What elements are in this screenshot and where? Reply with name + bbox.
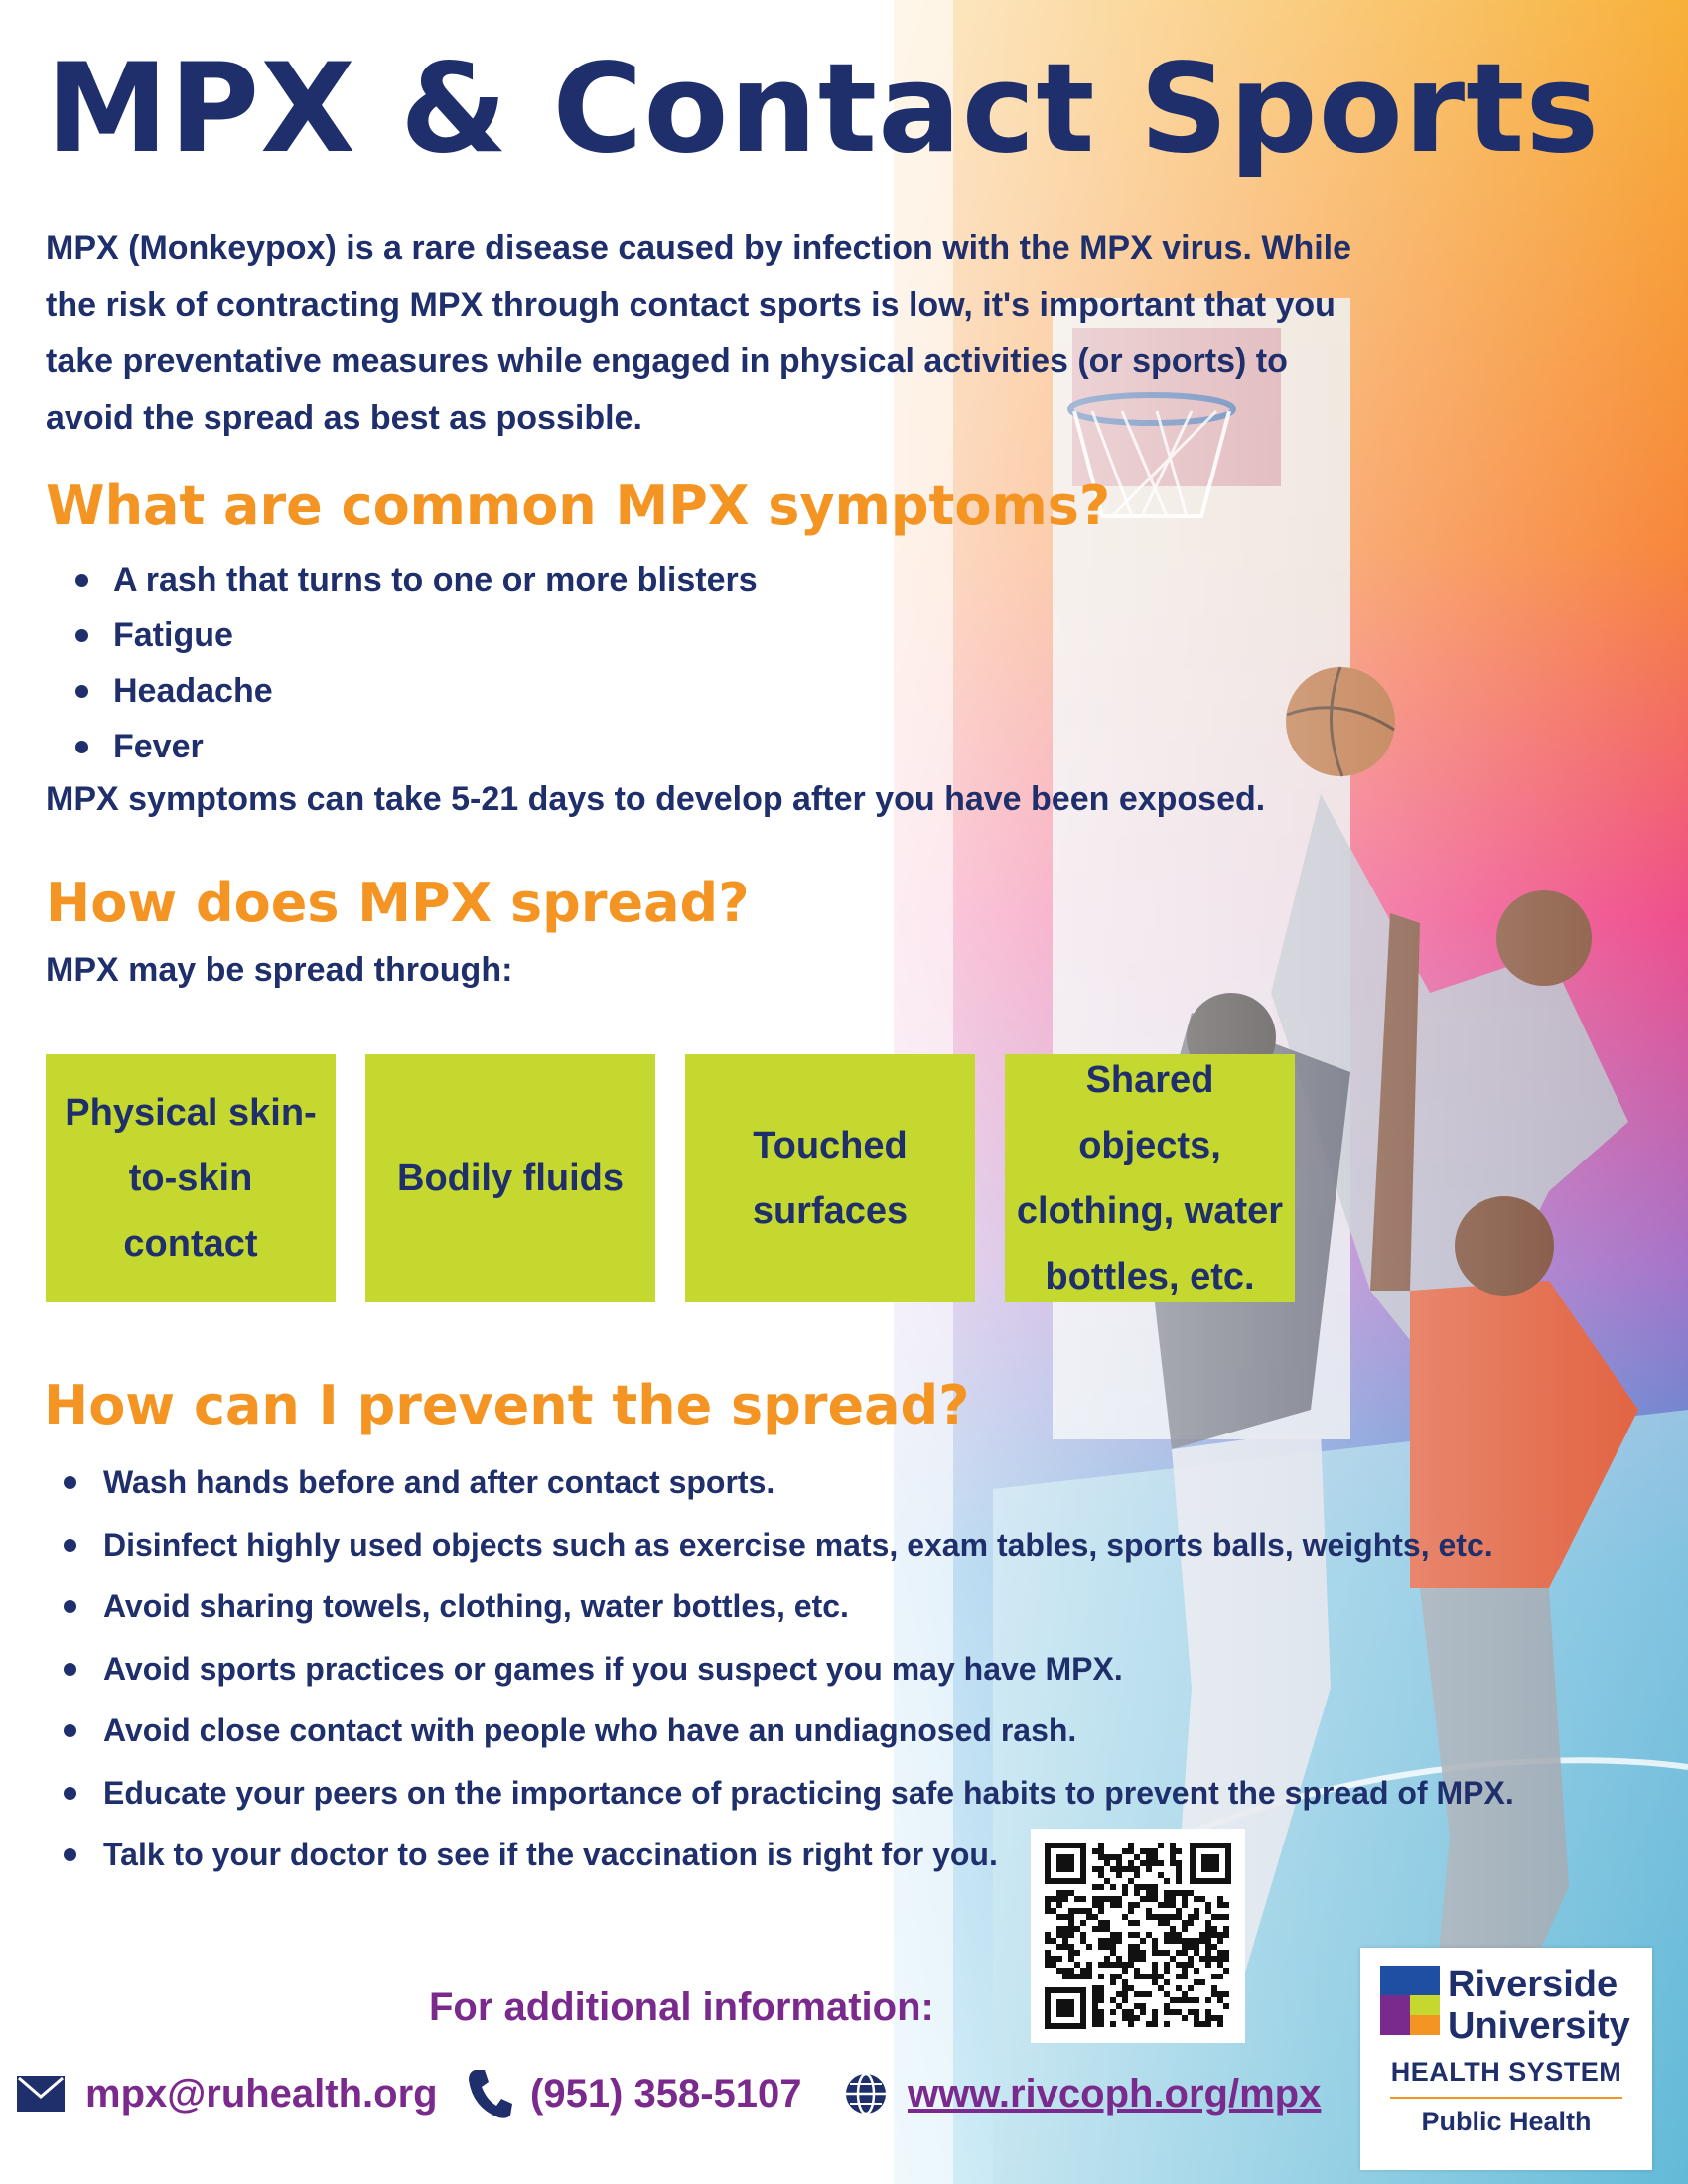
spread-intro: MPX may be spread through: [46,951,513,989]
spread-box-skin-contact [46,1054,336,1302]
list-item: Avoid sports practices or games if you suspect you may have MPX. [60,1638,1514,1701]
list-item: Disinfect highly used objects such as exercise mats, exam tables, sports balls, weights, etc. [60,1514,1514,1576]
list-item: Talk to your doctor to see if the vaccination is right for you. [60,1824,1514,1886]
globe-icon [844,2072,888,2116]
spread-box-shared-objects [1005,1054,1295,1302]
qr-code-image [1031,1829,1245,2043]
riverside-university-logo [1360,1948,1652,2170]
list-item: Fatigue [71,608,758,663]
spread-box-label: Touched surfaces [752,1125,909,1232]
phone-number[interactable]: (951) 358-5107 [530,2071,802,2116]
page-title: MPX & Contact Sports [46,38,1601,181]
symptoms-heading: What are common MPX symptoms? [46,475,1111,537]
spread-box-label: Bodily fluids [397,1158,624,1199]
list-item: A rash that turns to one or more blisters [71,552,758,608]
symptoms-note: MPX symptoms can take 5-21 days to develop after you have been exposed. [46,780,1266,818]
list-item: Avoid close contact with people who have an undiagnosed rash. [60,1700,1514,1762]
additional-info-label: For additional information: [429,1985,934,2029]
envelope-icon [16,2075,66,2113]
logo-mark-icon [1380,1966,1440,2045]
spread-box-touched-surfaces [685,1054,975,1302]
spread-heading: How does MPX spread? [46,872,750,934]
phone-icon [467,2068,512,2119]
list-item: Fever [71,719,758,774]
qr-code[interactable] [1031,1829,1245,2043]
website-link[interactable]: www.rivcoph.org/mpx [908,2071,1322,2116]
spread-box-bodily-fluids [365,1054,655,1302]
contact-website[interactable] [844,2067,1321,2120]
spread-box-label: Shared objects, clothing, water bottles, etc. [1016,1059,1284,1297]
list-item: Headache [71,663,758,719]
logo-line-3: HEALTH SYSTEM [1390,2057,1622,2087]
contact-email[interactable] [16,2067,438,2120]
prevent-heading: How can I prevent the spread? [44,1374,970,1436]
intro-paragraph: MPX (Monkeypox) is a rare disease caused by infection with the MPX virus. While the risk of contracting MPX through contact sports is low, it's important that you take preventative measures while engaged in physical activities (or sports) to avoid the spread as best as possible. [46,229,1352,437]
logo-line-1: Riverside [1448,1964,1618,2005]
prevent-list [60,1451,1514,1886]
logo-divider [1390,2097,1622,2099]
list-item: Avoid sharing towels, clothing, water bottles, etc. [60,1575,1514,1638]
list-item: Wash hands before and after contact sports. [60,1451,1514,1514]
symptoms-list [71,552,758,774]
spread-box-label: Physical skin-to-skin contact [65,1092,317,1265]
contact-phone[interactable] [467,2067,802,2120]
list-item: Educate your peers on the importance of practicing safe habits to prevent the spread of MPX. [60,1762,1514,1825]
email-link[interactable]: mpx@ruhealth.org [85,2071,438,2116]
logo-line-2: University [1448,2005,1630,2047]
logo-line-4: Public Health [1421,2107,1592,2136]
